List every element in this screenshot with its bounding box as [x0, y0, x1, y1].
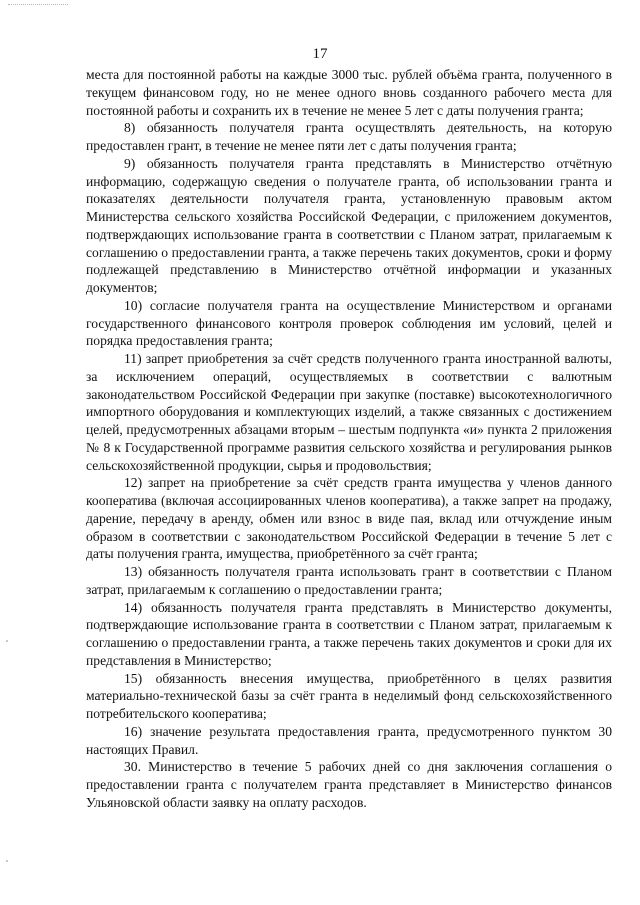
paragraph-section-30: 30. Министерство в течение 5 рабочих дней со дня заключения соглашения о предоставлении гранта с получателем гранта представляет в Министерство финансов Ульяновской области заявку на оплату расходов.	[86, 759, 612, 810]
paragraph-item-14: 14) обязанность получателя гранта представлять в Министерство документы, подтверждающие использование гранта в соответствии с Планом затрат, прилагаемым к соглашению о предоставлении гранта, а также перечень таких документов и сроки для их представления в Министерство;	[86, 599, 612, 668]
scan-artifact	[6, 860, 8, 862]
document-body	[86, 66, 612, 812]
paragraph-item-10: 10) согласие получателя гранта на осуществление Министерством и органами государственного финансового контроля проверок соблюдения им условий, целей и порядка предоставления гранта;	[86, 297, 612, 349]
paragraph-continuation: места для постоянной работы на каждые 3000 тыс. рублей объёма гранта, полученного в текущем финансовом году, но не менее одного вновь созданного рабочего места для постоянной работы и сохранить их в течение не менее 5 лет с даты получения гранта;	[86, 67, 612, 118]
scan-artifact	[8, 4, 68, 6]
page-number: 17	[312, 46, 328, 62]
paragraph-item-15: 15) обязанность внесения имущества, приобретённого в целях развития материально-технической базы за счёт гранта в неделимый фонд сельскохозяйственного потребительского кооператива;	[86, 670, 612, 721]
paragraph-item-13: 13) обязанность получателя гранта использовать грант в соответствии с Планом затрат, прилагаемым к соглашению о предоставлении гранта;	[86, 564, 612, 597]
paragraph-item-8: 8) обязанность получателя гранта осуществлять деятельность, на которую предоставлен грант, в течение не менее пяти лет с даты получения гранта;	[86, 120, 612, 153]
scan-artifact	[6, 640, 8, 642]
paragraph-item-12: 12) запрет на приобретение за счёт средств гранта имущества у членов данного кооператива (включая ассоциированных членов кооператива), а также запрет на продажу, дарение, передачу в аренду, обмен или взнос в виде пая, вклад или отчуждение иным образом в соответствии с законодательством Российской Федерации в течение 5 лет с даты получения гранта, имущества, приобретённого за счёт гранта;	[86, 475, 612, 562]
paragraph-item-11: 11) запрет приобретения за счёт средств полученного гранта иностранной валюты, за исключением операций, осуществляемых в соответствии с валютным законодательством Российской Федерации при закупке (поставке) высокотехнологичного импортного оборудования и комплектующих изделий, а также связанных с достижением целей, предусмотренных абзацами вторым – шестым подпункта «и» пункта 2 приложения № 8 к Государственной программе развития сельского хозяйства и регулирования рынков сельскохозяйственной продукции, сырья и продовольствия;	[86, 351, 612, 473]
paragraph-item-9: 9) обязанность получателя гранта представлять в Министерство отчётную информацию, содержащую сведения о получателе гранта, об использовании гранта и показателях деятельности получателя гранта, установленную правовым актом Министерства сельского хозяйства Российской Федерации, с приложением документов, подтверждающих использование гранта в соответствии с Планом затрат, прилагаемым к соглашению о предоставлении гранта, а также перечень таких документов, сроки и форму подлежащей представлению в Министерство отчётной информации и указанных документов;	[86, 155, 612, 295]
paragraph-item-16: 16) значение результата предоставления гранта, предусмотренного пунктом 30 настоящих Правил.	[86, 723, 612, 757]
